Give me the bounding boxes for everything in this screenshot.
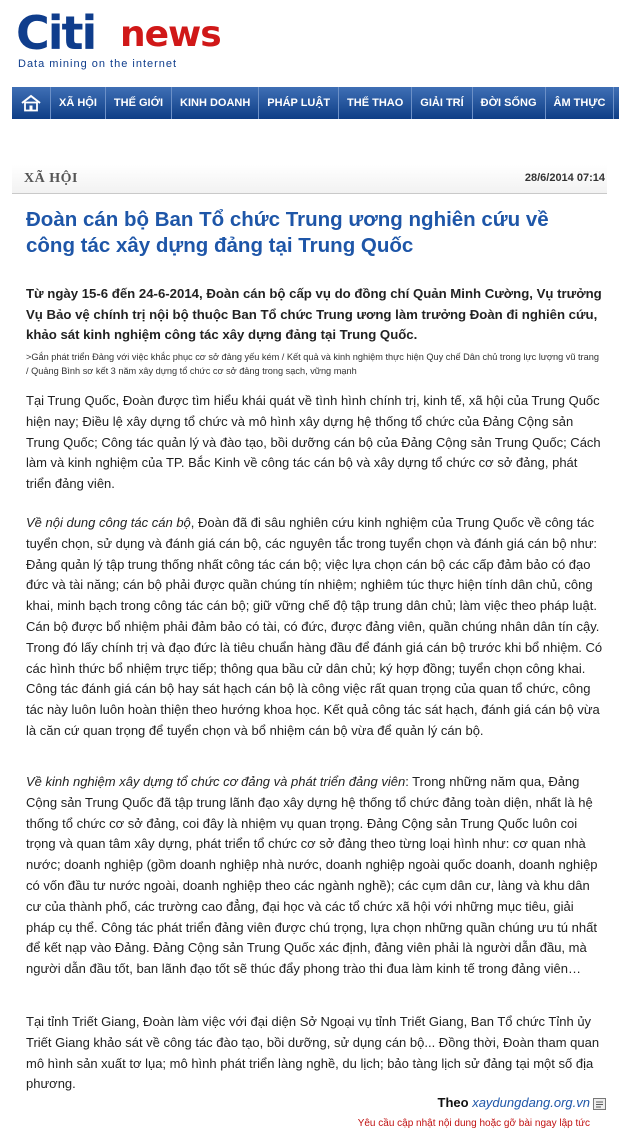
related-links[interactable]: >Gắn phát triển Đảng với việc khắc phục cơ sở đảng yếu kém / Kết quả và kinh nghiệm thực hiện Quy chế Dân chủ trong lực lượng vũ trang / Quảng Bình sơ kết 3 năm xây dựng tổ chức cơ sở đảng trong sạch, vững mạnh	[26, 352, 599, 376]
source-link[interactable]: xaydungdang.org.vn	[472, 1095, 590, 1110]
paragraph-2-text: , Đoàn đã đi sâu nghiên cứu kinh nghiệm của Trung Quốc về công tác tuyển chọn, sử dụng và đánh giá cán bộ, các nguyên tắc trong tuyển chọn và đánh giá cán bộ như: Đảng quản lý tập trung thống nhất công tác cán bộ; việc lựa chọn cán bộ các cấp đảm bảo có đạo đức và tài năng; cán bộ phải được quần chúng tín nhiệm; nghiêm túc thực hiện tính dân chủ, công khai, minh bạch trong công tác cán bộ; giữ vững chế độ tập trung dân chủ; làm việc theo pháp luật. Cán bộ được bổ nhiệm phải đảm bảo có tài, có đức, được đảng viên, quần chúng nhân dân tín cậy. Trong đó lấy chính trị và đạo đức là tiêu chuẩn hàng đầu để đánh giá cán bộ trước khi bổ nhiệm. Có các hình thức bổ nhiệm trực tiếp; thông qua bầu cử dân chủ; ký hợp đồng; tuyển chọn công khai. Công tác đánh giá cán bộ hay sát hạch cán bộ là công việc rất quan trọng của quan tổ chức, công tác này luôn luôn hoàn thiện theo hướng khoa học. Kết quả công tác sát hạch, đánh giá cán bộ vừa là căn cứ quan trọng để tuyển chọn và bổ nhiệm cán bộ vừa để quản lý cán bộ.	[26, 515, 603, 738]
article-title: Đoàn cán bộ Ban Tổ chức Trung ương nghiên cứu về công tác xây dựng đảng tại Trung Quốc	[26, 208, 549, 257]
nav-item-the-gioi[interactable]: THẾ GIỚI	[106, 87, 172, 119]
takedown-request-link[interactable]: Yêu cầu cập nhật nội dung hoặc gỡ bài ngay lập tức	[357, 1118, 590, 1129]
article-paragraph-1: Tại Trung Quốc, Đoàn được tìm hiểu khái quát về tình hình chính trị, kinh tế, xã hội của Trung Quốc hiện nay; Điều lệ xây dựng tổ chức và mô hình xây dựng hệ thống tổ chức của Đảng Cộng sản Trung Quốc; Công tác quản lý và đào tạo, bồi dưỡng cán bộ của Đảng Cộng sản Trung Quốc; Cách làm và kinh nghiệm của TP. Bắc Kinh về công tác cán bộ và xây dựng tổ chức cơ sở đảng, phát triển đảng viên.	[26, 393, 601, 492]
logo-accent: news	[120, 14, 221, 55]
site-tagline: Data mining on the internet	[18, 58, 178, 70]
nav-item-xa-hoi[interactable]: XÃ HỘI	[51, 87, 106, 119]
main-nav	[12, 87, 619, 119]
nav-item-kinh-doanh[interactable]: KINH DOANH	[172, 87, 259, 119]
nav-item-the-thao[interactable]: THỂ THAO	[339, 87, 412, 119]
article-lead: Từ ngày 15-6 đến 24-6-2014, Đoàn cán bộ cấp vụ do đồng chí Quản Minh Cường, Vụ trưởng Vụ Bảo vệ chính trị nội bộ thuộc Ban Tổ chức Trung ương làm trưởng Đoàn đi nghiên cứu, khảo sát kinh nghiệm công tác xây dựng đảng tại Trung Quốc.	[26, 286, 602, 342]
site-logo[interactable]	[16, 8, 276, 68]
nav-item-doi-song[interactable]: ĐỜI SỐNG	[473, 87, 546, 119]
paragraph-3-lead-italic: Về kinh nghiệm xây dựng tổ chức cơ đảng và phát triển đảng viên	[26, 774, 406, 789]
article-date: 28/6/2014 07:14	[524, 172, 605, 184]
nav-item-phap-luat[interactable]: PHÁP LUẬT	[259, 87, 339, 119]
article-source	[438, 1095, 590, 1110]
house-icon	[20, 94, 42, 112]
article-meta-bar	[12, 165, 607, 194]
nav-home[interactable]	[12, 87, 51, 119]
article-category[interactable]: XÃ HỘI	[24, 171, 78, 186]
print-icon[interactable]	[593, 1098, 606, 1110]
article-paragraph-3	[26, 772, 604, 980]
nav-item-am-thuc[interactable]: ÂM THỰC	[546, 87, 615, 119]
article-paragraph-4: Tại tỉnh Triết Giang, Đoàn làm việc với đại diện Sở Ngoại vụ tỉnh Triết Giang, Ban Tổ chức Tỉnh ủy Triết Giang khảo sát về công tác đào tạo, bồi dưỡng, sử dụng cán bộ... Đồng thời, Đoàn tham quan mô hình sản xuất tơ lụa; mô hình phát triển làng nghề, du lịch; bảo tàng lịch sử đảng tại một số địa phương.	[26, 1014, 600, 1092]
article-paragraph-2	[26, 513, 604, 742]
source-prefix: Theo	[437, 1095, 473, 1110]
paragraph-2-lead-italic: Về nội dung công tác cán bộ	[26, 515, 191, 530]
nav-item-giai-tri[interactable]: GIẢI TRÍ	[412, 87, 472, 119]
logo-main: Citi	[16, 6, 96, 60]
paragraph-3-text: : Trong những năm qua, Đảng Cộng sản Trung Quốc đã tập trung lãnh đạo xây dựng hệ thống tổ chức đảng toàn diện, nhất là hệ thống tổ chức cơ sở đảng, coi đây là nhiệm vụ quan trọng. Đảng Cộng sản Trung Quốc luôn coi trọng và quan tâm xây dựng, phát triển tổ chức cơ sở đảng theo từng loại hình như: cơ quan nhà nước; doanh nghiệp (gồm doanh nghiệp nhà nước, doanh nghiệp ngoài quốc doanh, doanh nghiệp có vốn đầu tư nước ngoài, doanh nghiệp theo các ngành nghề); các cụm dân cư, làng và khu dân cư của thành phố, các trường cao đẳng, đại học và các tổ chức xã hội với những mục tiêu, giải pháp cụ thể. Công tác phát triển đảng viên được chú trọng, lựa chọn những quần chúng ưu tú nhất để kết nạp vào Đảng. Đảng Cộng sản Trung Quốc xác định, đảng viên phải là người dẫn đầu, mà người dẫn đầu tốt, ban lãnh đạo tốt sẽ thúc đẩy phong trào thi đua làm kinh tế trong đảng viên…	[26, 774, 598, 977]
